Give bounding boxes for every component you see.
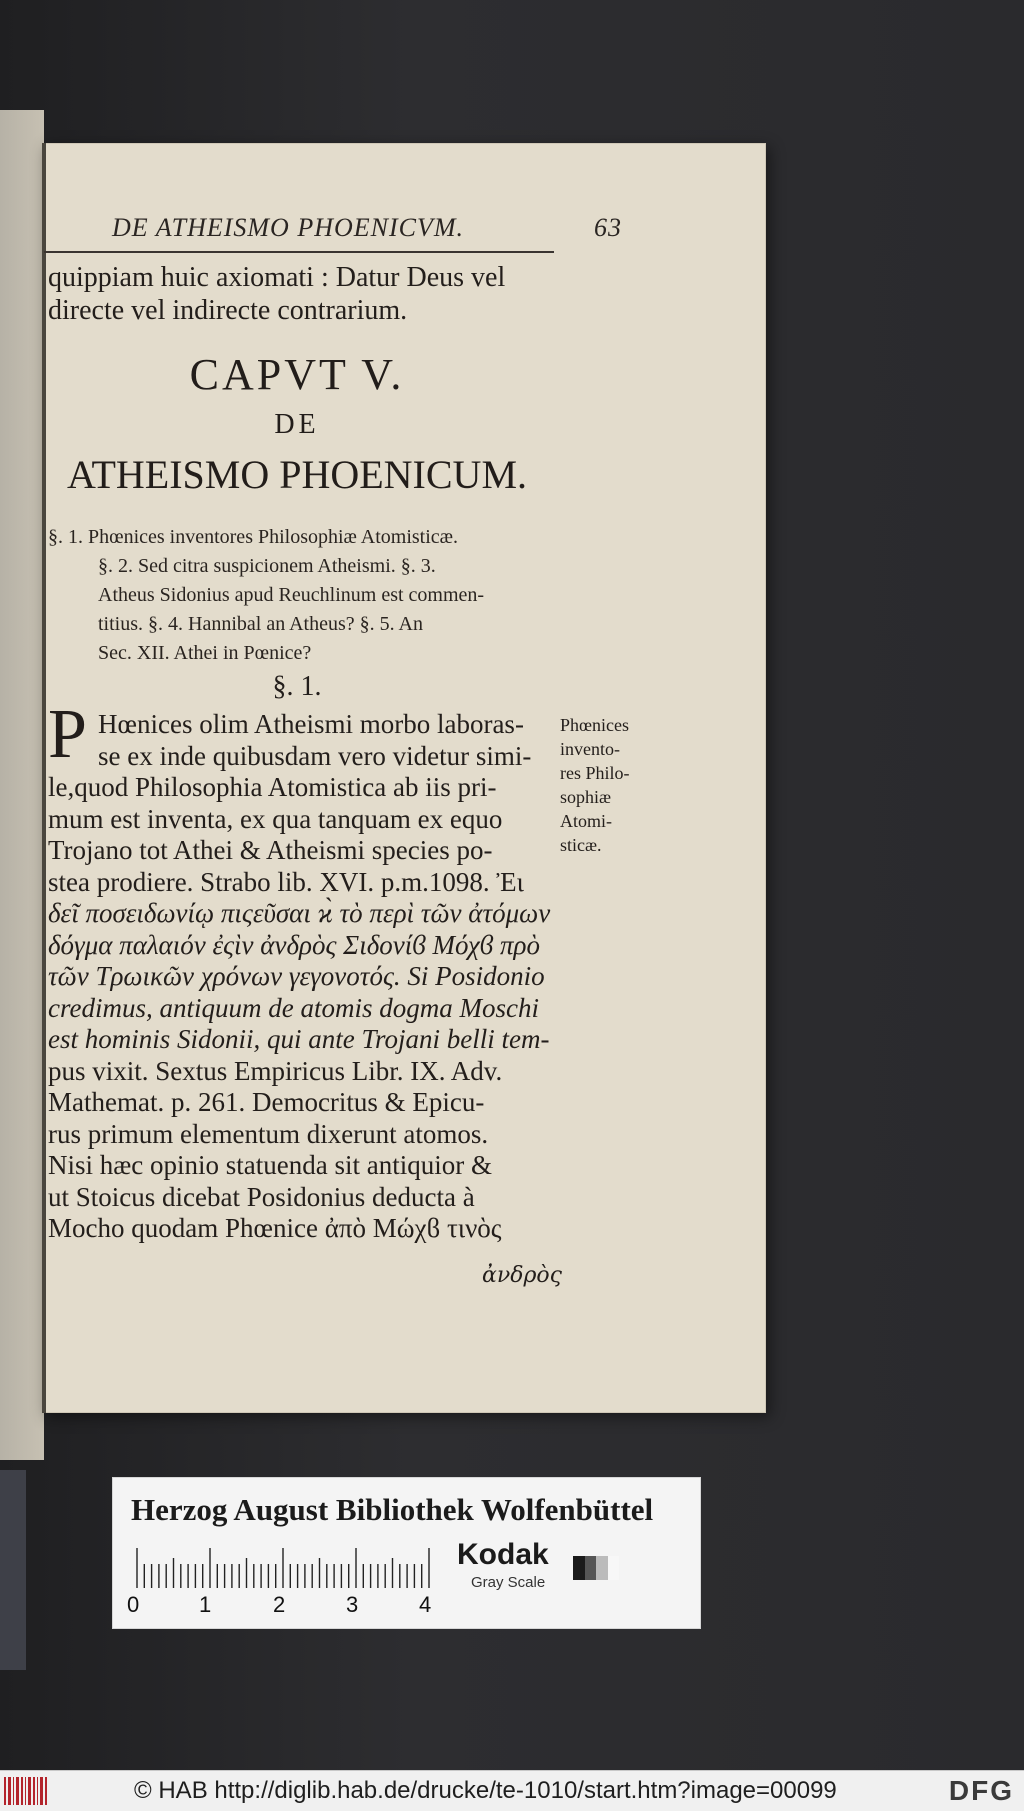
summary-line: titius. §. 4. Hannibal an Atheus? §. 5. An: [98, 613, 423, 635]
chapter-title: CAPVT V.: [189, 350, 405, 399]
greek-line: τῶν Τρωικῶν χρόνων γεγονοτός. Si Posidonio: [48, 961, 545, 991]
text-line: Mathemat. p. 261. Democritus & Epicu-: [48, 1087, 485, 1117]
head-rule: [44, 251, 554, 253]
text-line: pus vixit. Sextus Empiricus Libr. IX. Adv.: [48, 1055, 503, 1086]
text-line: Mocho quodam Phœnice ἀπὸ Μώχϐ τινὸς: [48, 1213, 502, 1243]
marginal-note: [560, 713, 630, 857]
color-target-card: [112, 1477, 701, 1629]
text-line: ut Stoicus dicebat Posidonius deducta à: [48, 1181, 475, 1212]
ruler-number: 4: [419, 1592, 432, 1617]
marginal-line: Phœnices: [560, 715, 629, 735]
adjacent-page-shadow: [0, 1470, 26, 1670]
swatch-black: [573, 1556, 585, 1580]
page-number: 63: [594, 213, 622, 242]
ruler-number: 3: [346, 1592, 359, 1617]
text-line: se ex inde quibusdam vero videtur simi-: [98, 740, 532, 771]
summary-line: Sec. XII. Athei in Pœnice?: [98, 642, 312, 664]
section-mark: §. 1.: [272, 671, 322, 702]
text-line: rus primum elementum dixerunt atomos.: [48, 1118, 489, 1149]
running-head-title: DE ATHEISMO PHOENICVM.: [112, 213, 465, 242]
greek-line: δεῖ ποσειδωνίῳ πιςεῦσαι ϰ̀ τὸ περὶ τῶν ἀτόμων: [48, 898, 551, 928]
summary-line: §. 2. Sed citra suspicionem Atheismi. §. 3.: [98, 555, 436, 577]
gray-swatch: [573, 1556, 619, 1580]
page-gutter: [42, 143, 46, 1413]
marginal-line: sticæ.: [560, 835, 602, 855]
running-head: [112, 213, 622, 243]
text-line: mum est inventa, ex qua tanquam ex equo: [48, 803, 503, 834]
drop-cap: P: [48, 696, 87, 773]
library-name: Herzog August Bibliothek Wolfenbüttel: [131, 1492, 654, 1527]
text-line: Nisi hæc opinio statuenda sit antiquior &: [48, 1150, 492, 1180]
dfg-logo: DFG: [948, 1775, 1014, 1806]
swatch-dark: [585, 1556, 597, 1580]
swatch-light: [596, 1556, 608, 1580]
marginal-line: sophiæ: [560, 787, 612, 807]
adjacent-page-edge: [0, 110, 44, 1460]
ruler-number: 1: [199, 1592, 212, 1617]
text-line: stea prodiere. Strabo lib. XVI. p.m.1098. Ἐι: [48, 866, 524, 897]
text-line: le,quod Philosophia Atomistica ab iis pri-: [48, 772, 497, 802]
text-line: credimus, antiquum de atomis dogma Moschi: [48, 992, 539, 1023]
text-line: est hominis Sidonii, qui ante Trojani belli tem-: [48, 1024, 550, 1054]
intro-line: directe vel indirecte contrarium.: [48, 295, 408, 326]
greek-line: δόγμα παλαιόν ἐςὶν ἀνδρὸς Σιδονίϐ Μόχϐ πρὸ: [48, 929, 540, 960]
kodak-logo: Kodak: [457, 1538, 549, 1571]
chapter-subtitle: ATHEISMO PHOENICUM.: [66, 452, 528, 497]
ruler-number: 2: [273, 1592, 286, 1617]
marginal-line: res Philo-: [560, 763, 630, 783]
catchword: ἀνδρὸς: [482, 1263, 562, 1288]
chapter-de: DE: [274, 409, 320, 440]
summary-line: Atheus Sidonius apud Reuchlinum est commen-: [98, 584, 485, 606]
intro-line: quippiam huic axiomati : Datur Deus vel: [48, 262, 506, 293]
scale-ruler: [133, 1548, 449, 1596]
text-line: Hœnices olim Atheismi morbo laboras-: [98, 709, 524, 739]
book-page: [42, 143, 766, 1413]
marginal-line: Atomi-: [560, 811, 612, 831]
copyright-url[interactable]: © HAB http://diglib.hab.de/drucke/te-1010/start.htm?image=00099: [134, 1777, 837, 1804]
swatch-white: [608, 1556, 620, 1580]
gray-scale-label: Gray Scale: [471, 1574, 546, 1591]
main-text: [48, 709, 568, 1245]
footer-bar: [0, 1770, 1024, 1811]
text-line: Trojano tot Athei & Atheismi species po-: [48, 835, 493, 865]
ruler-number: 0: [127, 1592, 140, 1617]
summary-line: §. 1. Phœnices inventores Philosophiæ Atomisticæ.: [48, 526, 459, 548]
intro-text: [48, 261, 505, 327]
barcode-icon: [4, 1777, 48, 1805]
chapter-summary: [48, 523, 558, 668]
marginal-line: invento-: [560, 739, 620, 759]
